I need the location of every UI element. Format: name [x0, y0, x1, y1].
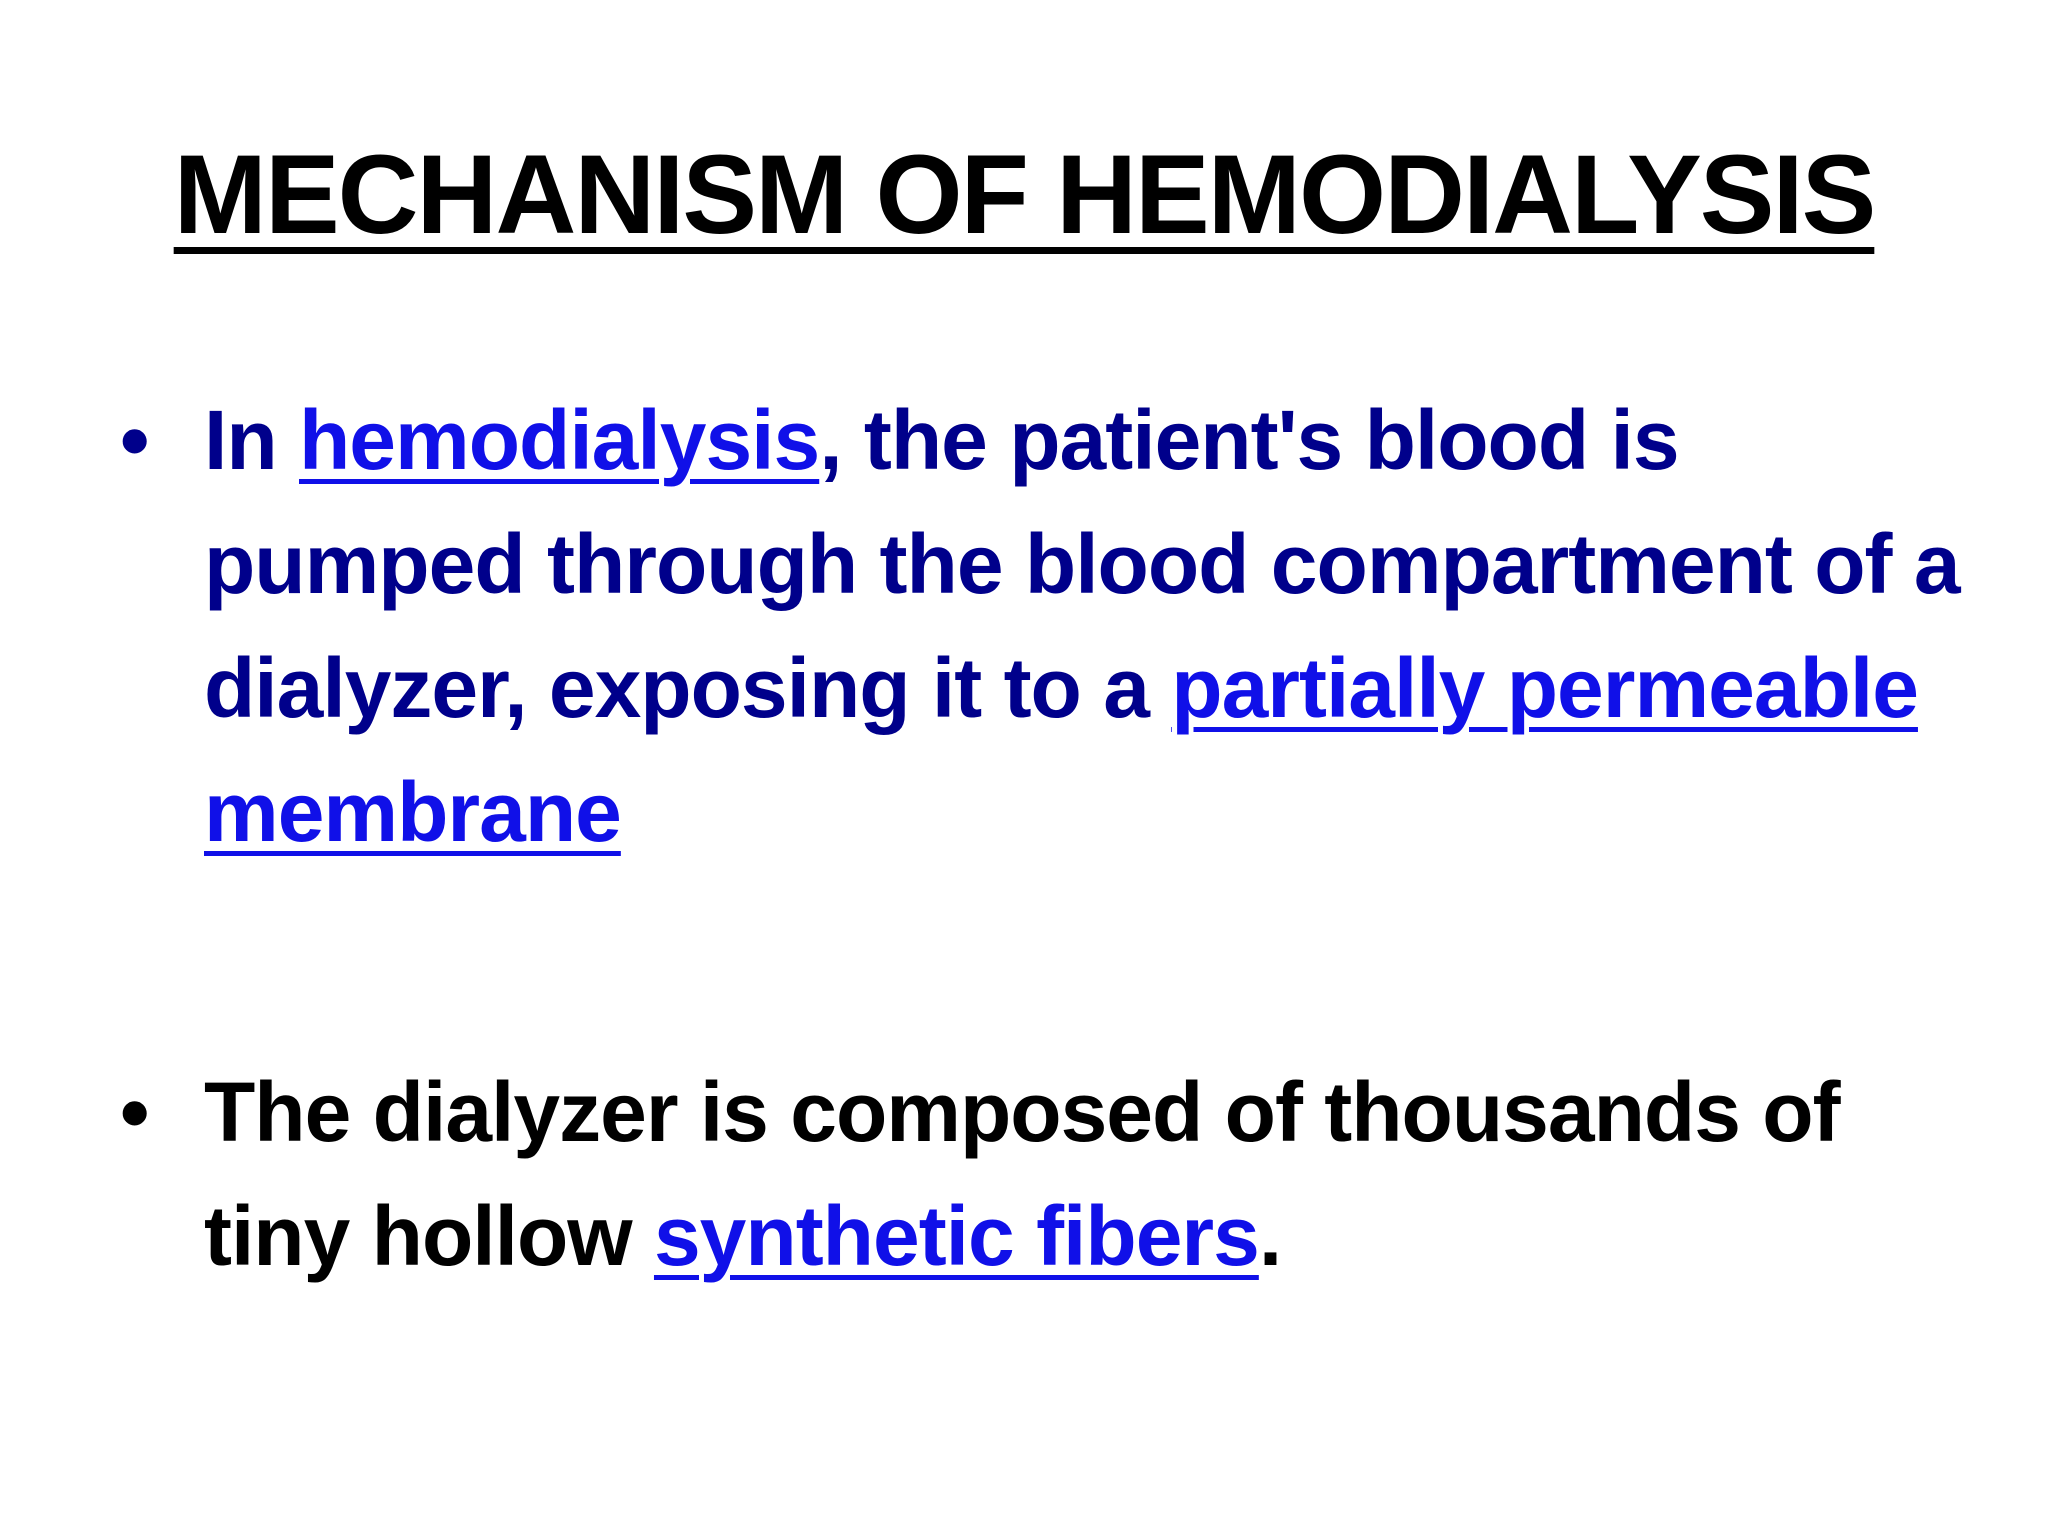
bullet-text-start: In [204, 393, 299, 487]
partially-permeable-membrane-link[interactable]: partially permeable membrane [204, 641, 1918, 859]
bullet-text-middle: , the patient's blood is pumped through the blood compartment of a dialyzer, exposing it to a [204, 393, 1960, 735]
bullet-text-end: . [1258, 1189, 1282, 1283]
bullet-marker: • [120, 393, 149, 487]
hemodialysis-link[interactable]: hemodialysis [299, 393, 820, 487]
bullet-hemodialysis [120, 378, 1960, 874]
bullet-text-start: The dialyzer is composed of thousands of tiny hollow [204, 1065, 1840, 1283]
bullet-dialyzer [120, 1050, 1960, 1298]
bullet-marker: • [120, 1065, 149, 1159]
slide-title [0, 130, 2048, 260]
slide-title-text: MECHANISM OF HEMODIALYSIS [173, 132, 1875, 257]
synthetic-fibers-link[interactable]: synthetic fibers [653, 1189, 1259, 1283]
